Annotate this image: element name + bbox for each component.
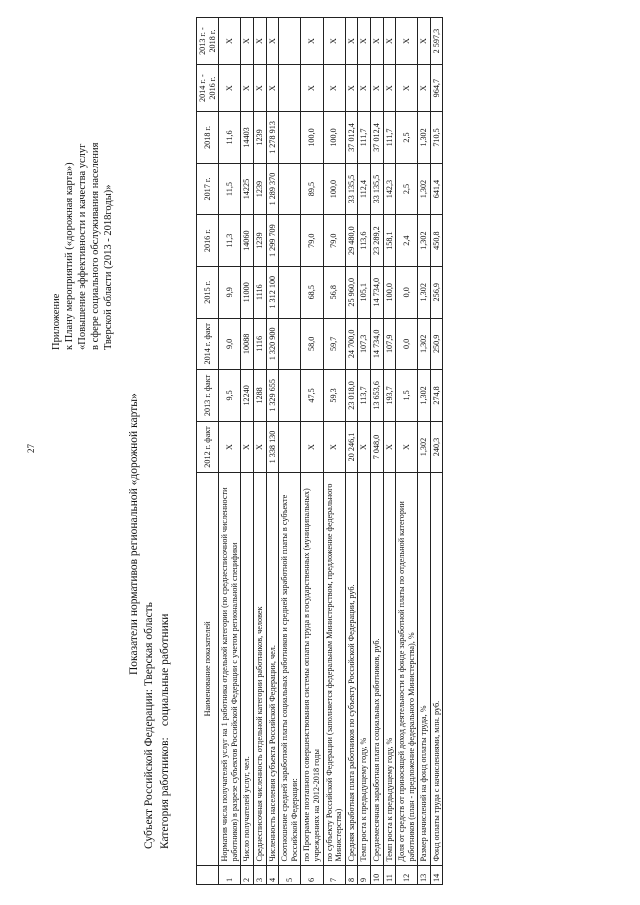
table-body bbox=[219, 18, 443, 885]
row-value: 14060 bbox=[241, 215, 254, 267]
subject-line bbox=[143, 602, 155, 849]
table-row bbox=[279, 18, 301, 885]
row-value: 29 480,0 bbox=[345, 215, 358, 267]
row-value: X bbox=[253, 421, 266, 473]
row-value bbox=[279, 266, 301, 318]
row-value: 79,0 bbox=[323, 215, 345, 267]
row-value: 0,0 bbox=[396, 318, 418, 370]
row-value: 11,6 bbox=[219, 112, 241, 164]
row-value: 2,5 bbox=[396, 163, 418, 215]
row-value: X bbox=[241, 65, 254, 112]
row-value: 68,5 bbox=[301, 266, 323, 318]
row-value: X bbox=[301, 421, 323, 473]
row-name: Размер начислений на фонд оплаты труда, % bbox=[418, 473, 431, 865]
table-row bbox=[383, 18, 396, 885]
row-value: 1,302 bbox=[418, 112, 431, 164]
row-value: 1,302 bbox=[418, 215, 431, 267]
row-index: 7 bbox=[323, 865, 345, 884]
row-value: 1116 bbox=[253, 318, 266, 370]
row-value: 1 329 655 bbox=[266, 370, 279, 422]
row-value: X bbox=[396, 65, 418, 112]
row-value bbox=[279, 18, 301, 65]
row-index: 1 bbox=[219, 865, 241, 884]
table-row bbox=[358, 18, 371, 885]
header-2012: 2012 г. факт bbox=[197, 421, 219, 473]
row-value: X bbox=[253, 65, 266, 112]
row-value: 1288 bbox=[253, 370, 266, 422]
category-line bbox=[159, 614, 171, 849]
row-value: 100,0 bbox=[301, 112, 323, 164]
table-row bbox=[396, 18, 418, 885]
row-value: X bbox=[396, 421, 418, 473]
row-value: 105,1 bbox=[358, 266, 371, 318]
row-index: 3 bbox=[253, 865, 266, 884]
row-value: X bbox=[358, 65, 371, 112]
row-value: 59,3 bbox=[323, 370, 345, 422]
row-index: 6 bbox=[301, 865, 323, 884]
row-value: 1 299 709 bbox=[266, 215, 279, 267]
table-row bbox=[323, 18, 345, 885]
table-row bbox=[301, 18, 323, 885]
header-2016: 2016 г. bbox=[197, 215, 219, 267]
row-value: X bbox=[396, 18, 418, 65]
row-value: X bbox=[323, 65, 345, 112]
row-value: X bbox=[301, 18, 323, 65]
row-value: X bbox=[383, 18, 396, 65]
row-value: 710,5 bbox=[430, 112, 443, 164]
row-value: 113,7 bbox=[358, 370, 371, 422]
row-name: Число получателей услуг, чел. bbox=[241, 473, 254, 865]
row-name: Численность населения субъекта Российской Федерации, чел. bbox=[266, 473, 279, 865]
subject-value: Тверская область bbox=[143, 602, 155, 687]
row-value: 56,8 bbox=[323, 266, 345, 318]
header-index bbox=[197, 865, 219, 884]
row-value: 11000 bbox=[241, 266, 254, 318]
row-value: 23 018,0 bbox=[345, 370, 358, 422]
row-value: 1 320 900 bbox=[266, 318, 279, 370]
row-value bbox=[279, 318, 301, 370]
row-value: 100,0 bbox=[383, 266, 396, 318]
table-row bbox=[266, 18, 279, 885]
row-value: 11,5 bbox=[219, 163, 241, 215]
row-index: 2 bbox=[241, 865, 254, 884]
table-row bbox=[253, 18, 266, 885]
row-index: 13 bbox=[418, 865, 431, 884]
row-value: 100,0 bbox=[323, 163, 345, 215]
row-value: 158,1 bbox=[383, 215, 396, 267]
row-value: 1,302 bbox=[418, 266, 431, 318]
header-2015: 2015 г. bbox=[197, 266, 219, 318]
row-name: Доля от средств от приносящей доход деятельности в фонде заработной платы по отдельной категории работников (план - предложение федерального Министерства), % bbox=[396, 473, 418, 865]
row-value: 11,3 bbox=[219, 215, 241, 267]
row-value: 23 289,2 bbox=[370, 215, 383, 267]
row-index: 9 bbox=[358, 865, 371, 884]
indicators-table bbox=[196, 17, 443, 885]
row-value: X bbox=[383, 65, 396, 112]
row-value: 1 338 130 bbox=[266, 421, 279, 473]
row-value: 1 289 370 bbox=[266, 163, 279, 215]
header-2018: 2018 г. bbox=[197, 112, 219, 164]
row-value: 12240 bbox=[241, 370, 254, 422]
row-value: 1 312 100 bbox=[266, 266, 279, 318]
row-index: 11 bbox=[383, 865, 396, 884]
row-value: X bbox=[323, 421, 345, 473]
row-name: Темп роста к предыдущему году, % bbox=[383, 473, 396, 865]
header-2014: 2014 г. факт bbox=[197, 318, 219, 370]
table-row bbox=[345, 18, 358, 885]
row-name: Соотношение средней заработной платы социальных работников и средней заработной платы в субъекте Российской Федерации: bbox=[279, 473, 301, 865]
row-value: 79,0 bbox=[301, 215, 323, 267]
row-name: Фонд оплаты труда с начислениями, млн. руб. bbox=[430, 473, 443, 865]
row-value: 14 734,0 bbox=[370, 266, 383, 318]
row-value: 113,6 bbox=[358, 215, 371, 267]
appendix-line: к Плану мероприятий («дорожная карта») bbox=[64, 162, 75, 350]
row-value: X bbox=[241, 18, 254, 65]
row-value: X bbox=[219, 65, 241, 112]
document-title: Показатели нормативов региональной «дорожной карты» bbox=[128, 393, 140, 675]
category-label: Категория работников: bbox=[159, 737, 171, 849]
row-value: 112,4 bbox=[358, 163, 371, 215]
header-2014-2016: 2014 г. - 2016 г. bbox=[197, 65, 219, 112]
row-value: 89,5 bbox=[301, 163, 323, 215]
row-value: 14225 bbox=[241, 163, 254, 215]
row-value: 9,0 bbox=[219, 318, 241, 370]
row-value: 111,7 bbox=[358, 112, 371, 164]
table-header-row bbox=[197, 18, 219, 885]
appendix-line: в сфере социального обслуживания населения bbox=[90, 142, 101, 350]
row-value: X bbox=[358, 18, 371, 65]
row-value: 20 246,1 bbox=[345, 421, 358, 473]
row-value: 250,9 bbox=[430, 318, 443, 370]
row-name: Норматив числа получателей услуг на 1 работника отдельной категории (по среднесписочной численности работников) в разрезе субъектов Российской Федерации с учетом региональной специфики bbox=[219, 473, 241, 865]
row-value: 240,3 bbox=[430, 421, 443, 473]
page-number: 27 bbox=[26, 444, 36, 453]
row-index: 5 bbox=[279, 865, 301, 884]
row-index: 14 bbox=[430, 865, 443, 884]
row-value: 25 960,0 bbox=[345, 266, 358, 318]
row-value: 59,7 bbox=[323, 318, 345, 370]
row-value: 1239 bbox=[253, 215, 266, 267]
row-value: 9,9 bbox=[219, 266, 241, 318]
row-value: 0,0 bbox=[396, 266, 418, 318]
row-value: X bbox=[418, 18, 431, 65]
row-value bbox=[279, 163, 301, 215]
row-value: X bbox=[370, 65, 383, 112]
header-2013-2018: 2013 г. - 2018 г. bbox=[197, 18, 219, 65]
row-value: 111,7 bbox=[383, 112, 396, 164]
row-value: 1116 bbox=[253, 266, 266, 318]
row-value: 37 012,4 bbox=[345, 112, 358, 164]
table-row bbox=[430, 18, 443, 885]
row-value: X bbox=[345, 18, 358, 65]
row-value bbox=[279, 112, 301, 164]
row-value: X bbox=[219, 421, 241, 473]
row-value: X bbox=[253, 18, 266, 65]
row-index: 12 bbox=[396, 865, 418, 884]
row-value: 13 653,6 bbox=[370, 370, 383, 422]
row-value: 9,5 bbox=[219, 370, 241, 422]
row-index: 4 bbox=[266, 865, 279, 884]
row-value: 1239 bbox=[253, 112, 266, 164]
row-value: 1,302 bbox=[418, 163, 431, 215]
appendix-line: Тверской области (2013 - 2018годы)» bbox=[103, 184, 114, 350]
row-index: 8 bbox=[345, 865, 358, 884]
row-value: X bbox=[323, 18, 345, 65]
subject-label: Субъект Российской Федерации: bbox=[143, 689, 155, 849]
row-value: 58,0 bbox=[301, 318, 323, 370]
row-value: 107,3 bbox=[358, 318, 371, 370]
row-value: 33 135,5 bbox=[370, 163, 383, 215]
row-value: 256,9 bbox=[430, 266, 443, 318]
row-value: X bbox=[266, 65, 279, 112]
row-value: 2,4 bbox=[396, 215, 418, 267]
header-2013: 2013 г. факт bbox=[197, 370, 219, 422]
row-value: 964,7 bbox=[430, 65, 443, 112]
table-row bbox=[241, 18, 254, 885]
row-value: 1,302 bbox=[418, 370, 431, 422]
row-value: 1,302 bbox=[418, 421, 431, 473]
row-value: 10088 bbox=[241, 318, 254, 370]
appendix-block bbox=[50, 10, 115, 350]
table-row bbox=[418, 18, 431, 885]
row-index: 10 bbox=[370, 865, 383, 884]
appendix-line: «Повышение эффективности и качества услуг bbox=[77, 143, 88, 350]
row-name: по субъекту Российской Федерации (заполняется федеральным Министерством, предложение федерального Министерства) bbox=[323, 473, 345, 865]
row-value: 1,302 bbox=[418, 318, 431, 370]
row-value: 2 597,3 bbox=[430, 18, 443, 65]
row-value: X bbox=[219, 18, 241, 65]
row-value: X bbox=[301, 65, 323, 112]
row-value: 14403 bbox=[241, 112, 254, 164]
row-value: X bbox=[345, 65, 358, 112]
row-value: 2,5 bbox=[396, 112, 418, 164]
row-name: по Программе поэтапного совершенствования системы оплаты труда в государственных (муниципальных) учреждениях на 2012-2018 годы bbox=[301, 473, 323, 865]
row-value: 1239 bbox=[253, 163, 266, 215]
table-row bbox=[219, 18, 241, 885]
category-value: социальные работники bbox=[159, 613, 171, 727]
row-value: 1,5 bbox=[396, 370, 418, 422]
row-value: X bbox=[383, 421, 396, 473]
row-value: 142,3 bbox=[383, 163, 396, 215]
row-name: Средняя заработная плата работников по субъекту Российской Федерации, руб. bbox=[345, 473, 358, 865]
row-value: X bbox=[370, 18, 383, 65]
row-value: 450,8 bbox=[430, 215, 443, 267]
row-value: X bbox=[241, 421, 254, 473]
row-value: 100,0 bbox=[323, 112, 345, 164]
appendix-line: Приложение bbox=[51, 293, 62, 350]
row-value: 107,9 bbox=[383, 318, 396, 370]
row-value: 193,7 bbox=[383, 370, 396, 422]
row-value: 274,8 bbox=[430, 370, 443, 422]
row-value bbox=[279, 215, 301, 267]
row-value: X bbox=[418, 65, 431, 112]
row-name: Среднемесячная заработная плата социальных работников, руб. bbox=[370, 473, 383, 865]
row-value: 1 278 913 bbox=[266, 112, 279, 164]
row-value: 33 135,5 bbox=[345, 163, 358, 215]
row-value: 7 048,0 bbox=[370, 421, 383, 473]
table-row bbox=[370, 18, 383, 885]
row-value: 37 012,4 bbox=[370, 112, 383, 164]
row-value: 47,5 bbox=[301, 370, 323, 422]
row-value: 641,4 bbox=[430, 163, 443, 215]
header-name: Наименование показателей bbox=[197, 473, 219, 865]
row-value: X bbox=[358, 421, 371, 473]
row-name: Темп роста к предыдущему году, % bbox=[358, 473, 371, 865]
row-value: X bbox=[266, 18, 279, 65]
row-value: 24 700,0 bbox=[345, 318, 358, 370]
row-name: Среднесписочная численность отдельной категории работников, человек bbox=[253, 473, 266, 865]
row-value bbox=[279, 370, 301, 422]
row-value bbox=[279, 421, 301, 473]
header-2017: 2017 г. bbox=[197, 163, 219, 215]
row-value: 14 734,0 bbox=[370, 318, 383, 370]
row-value bbox=[279, 65, 301, 112]
